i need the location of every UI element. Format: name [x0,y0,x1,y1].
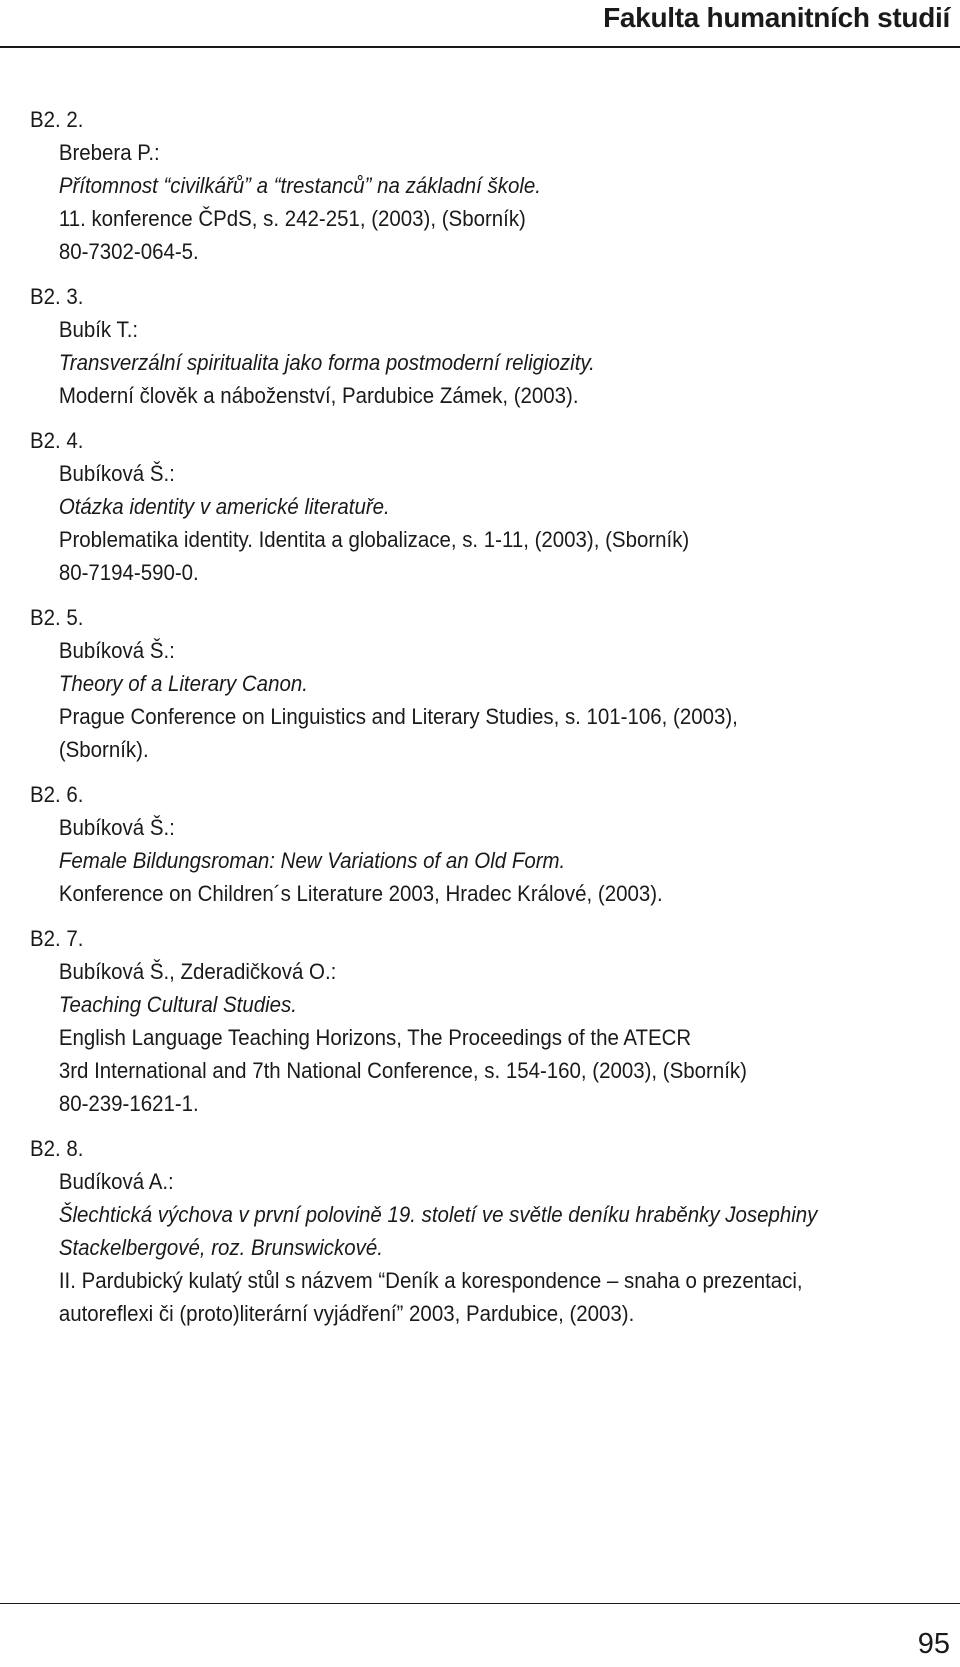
entry-id: B2. 8. [30,1136,84,1161]
entry-title: Šlechtická výchova v první polovině 19. století ve světle deníku hraběnky Josephiny [58,1202,818,1227]
entry-author: Bubíková Š.: [58,638,175,663]
entry-title: Otázka identity v americké literatuře. [58,494,390,519]
entry-author: Bubíková Š.: [58,461,175,486]
publication-entry [30,601,867,766]
entry-detail: autoreflexi či (proto)literární vyjádření” 2003, Pardubice, (2003). [58,1301,635,1326]
entry-id: B2. 3. [30,284,84,309]
publication-entry [30,424,867,589]
entry-detail: (Sborník). [58,737,149,762]
entry-detail: Prague Conference on Linguistics and Literary Studies, s. 101-106, (2003), [58,704,738,729]
entry-author: Bubíková Š.: [58,815,175,840]
entry-detail: 3rd International and 7th National Conference, s. 154-160, (2003), (Sborník) [58,1058,747,1083]
entry-id: B2. 7. [30,926,84,951]
entry-detail: Problematika identity. Identita a globalizace, s. 1-11, (2003), (Sborník) [58,527,690,552]
entry-detail: II. Pardubický kulatý stůl s názvem “Deník a korespondence – snaha o prezentaci, [58,1268,803,1293]
page-header-title: Fakulta humanitních studií [603,2,950,33]
publication-entry [30,778,867,910]
entry-detail: 80-7302-064-5. [58,239,199,264]
entry-id: B2. 2. [30,107,84,132]
entry-id: B2. 5. [30,605,84,630]
entry-id: B2. 6. [30,782,84,807]
entry-author: Bubíková Š., Zderadičková O.: [58,959,337,984]
entry-detail: 80-239-1621-1. [58,1091,199,1116]
entry-detail: English Language Teaching Horizons, The Proceedings of the ATECR [58,1025,692,1050]
publication-list [30,103,867,1342]
entry-detail: Moderní člověk a náboženství, Pardubice Zámek, (2003). [58,383,579,408]
entry-author: Budíková A.: [58,1169,174,1194]
page-number: 95 [917,1628,950,1660]
entry-author: Bubík T.: [58,317,139,342]
entry-detail: 11. konference ČPdS, s. 242-251, (2003), (Sborník) [58,206,526,231]
entry-title: Přítomnost “civilkářů” a “trestanců” na základní škole. [58,173,541,198]
publication-entry [30,1132,867,1330]
entry-title: Theory of a Literary Canon. [58,671,308,696]
entry-author: Brebera P.: [58,140,160,165]
entry-id: B2. 4. [30,428,84,453]
entry-title: Transverzální spiritualita jako forma postmoderní religiozity. [58,350,595,375]
publication-entry [30,280,867,412]
entry-title: Female Bildungsroman: New Variations of an Old Form. [58,848,566,873]
entry-detail: 80-7194-590-0. [58,560,199,585]
entry-detail: Konference on Children´s Literature 2003, Hradec Králové, (2003). [58,881,663,906]
publication-entry [30,922,867,1120]
entry-title: Stackelbergové, roz. Brunswickové. [58,1235,383,1260]
publication-entry [30,103,867,268]
footer-divider [0,1603,960,1604]
header-divider [0,46,960,48]
entry-title: Teaching Cultural Studies. [58,992,297,1017]
